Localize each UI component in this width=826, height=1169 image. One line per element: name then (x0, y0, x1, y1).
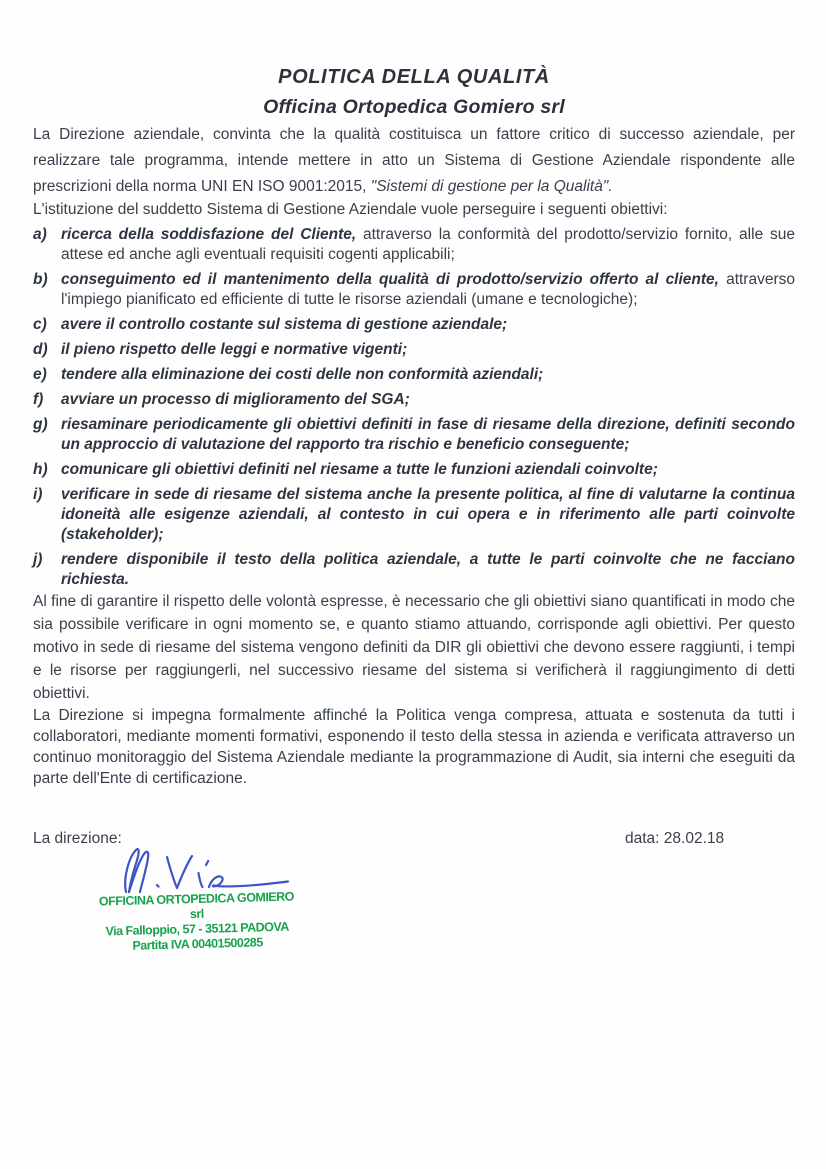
objectives-list (33, 225, 795, 590)
date-label: data: 28.02.18 (625, 830, 725, 847)
objective-tail: attraverso l'impiego pianificato ed efficiente di tutte le risorse aziendali (umane e tecnologiche); (61, 271, 795, 308)
closing-paragraph-1: Al fine di garantire il rispetto delle volontà espresse, è necessario che gli obiettivi siano quantificati in modo che sia possibile verificare in ogni momento se, e quanto stiamo attuando, corrisponde agli obiettivi. Per questo motivo in sede di riesame del sistema vengono definiti da DIR gli obiettivi che devono essere raggiunti, i tempi e le risorse per raggiungerli, nel successivo riesame del sistema si verificherà il raggiungimento di detti obiettivi. (33, 593, 795, 702)
stamp-company-name: OFFICINA ORTOPEDICA GOMIERO srl (98, 889, 295, 922)
closing-paragraph-2: La Direzione si impegna formalmente affinché la Politica venga compresa, attuata e sostenuta da tutti i collaboratori, mediante momenti formativi, esponendo il testo della stessa in azienda e verificata attraverso un continuo monitoraggio del Sistema Aziendale mediante la programmazione di Audit, sia interni che eseguiti da parte dell'Ente di certificazione. (33, 707, 795, 787)
objective-tail: attraverso la conformità del prodotto/servizio fornito, alle sue attese ed anche agli eventuali requisiti cogenti applicabili; (61, 226, 795, 263)
objective-item-g (33, 415, 795, 455)
objective-lead: avere il controllo costante sul sistema di gestione aziendale; (61, 316, 508, 333)
objective-lead: ricerca della soddisfazione del Cliente, (61, 226, 357, 243)
objective-item-d (33, 340, 795, 360)
objective-label: c) (33, 316, 47, 333)
objective-item-e (33, 365, 795, 385)
stamp-address: Via Falloppio, 57 - 35121 PADOVA (105, 919, 290, 939)
company-stamp (92, 889, 301, 953)
objective-label: h) (33, 461, 48, 478)
objective-lead: verificare in sede di riesame del sistema anche la presente politica, al fine di valutarne la continua idoneità alle esigenze aziendali, al contesto in cui opera e in riferimento alle parti coinvolte (stakeholder); (61, 486, 795, 543)
objective-item-j (33, 550, 795, 590)
objective-lead: il pieno rispetto delle leggi e normative vigenti; (61, 341, 408, 358)
objective-label: a) (33, 226, 47, 243)
objective-item-f (33, 390, 795, 410)
objective-item-i (33, 485, 795, 545)
objective-label: g) (33, 416, 48, 433)
objective-label: i) (33, 486, 43, 503)
document-title (33, 62, 795, 122)
objective-lead: comunicare gli obiettivi definiti nel riesame a tutte le funzioni aziendali coinvolte; (61, 461, 658, 478)
objective-lead: rendere disponibile il testo della politica aziendale, a tutte le parti coinvolte che ne facciano richiesta. (61, 551, 795, 588)
objective-item-c (33, 315, 795, 335)
objective-item-b (33, 270, 795, 310)
objectives-lead-paragraph: L'istituzione del suddetto Sistema di Gestione Aziendale vuole perseguire i seguenti obiettivi: (33, 201, 668, 218)
objective-lead: riesaminare periodicamente gli obiettivi definiti in fase di riesame della direzione, definiti secondo un approccio di valutazione del rapporto tra rischio e beneficio conseguente; (61, 416, 795, 453)
objective-item-h (33, 460, 795, 480)
objective-label: d) (33, 341, 48, 358)
objective-lead: tendere alla eliminazione dei costi delle non conformità aziendali; (61, 366, 544, 383)
objective-lead: conseguimento ed il mantenimento della qualità di prodotto/servizio offerto al cliente, (61, 271, 719, 288)
stamp-vat-number: Partita IVA 00401500285 (132, 934, 263, 953)
objective-item-a (33, 225, 795, 265)
intro-paragraph (33, 122, 795, 200)
objective-lead: avviare un processo di miglioramento del SGA; (61, 391, 410, 408)
direction-label: La direzione: (33, 830, 122, 847)
objective-label: f) (33, 391, 44, 408)
document-title-line1: POLITICA DELLA QUALITÀ (278, 66, 550, 88)
intro-paragraph-normal: La Direzione aziendale, convinta che la qualità costituisca un fattore critico di successo aziendale, per realizzare tale programma, intende mettere in atto un Sistema di Gestione Aziendale rispondente alle prescrizioni della norma UNI EN ISO 9001:2015, (33, 126, 795, 195)
intro-paragraph-italic-quote: "Sistemi di gestione per la Qualità". (370, 178, 613, 195)
objective-label: e) (33, 366, 47, 383)
objective-label: j) (33, 551, 43, 568)
document-body (33, 0, 795, 789)
objective-label: b) (33, 271, 48, 288)
document-title-line2: Officina Ortopedica Gomiero srl (263, 96, 565, 118)
